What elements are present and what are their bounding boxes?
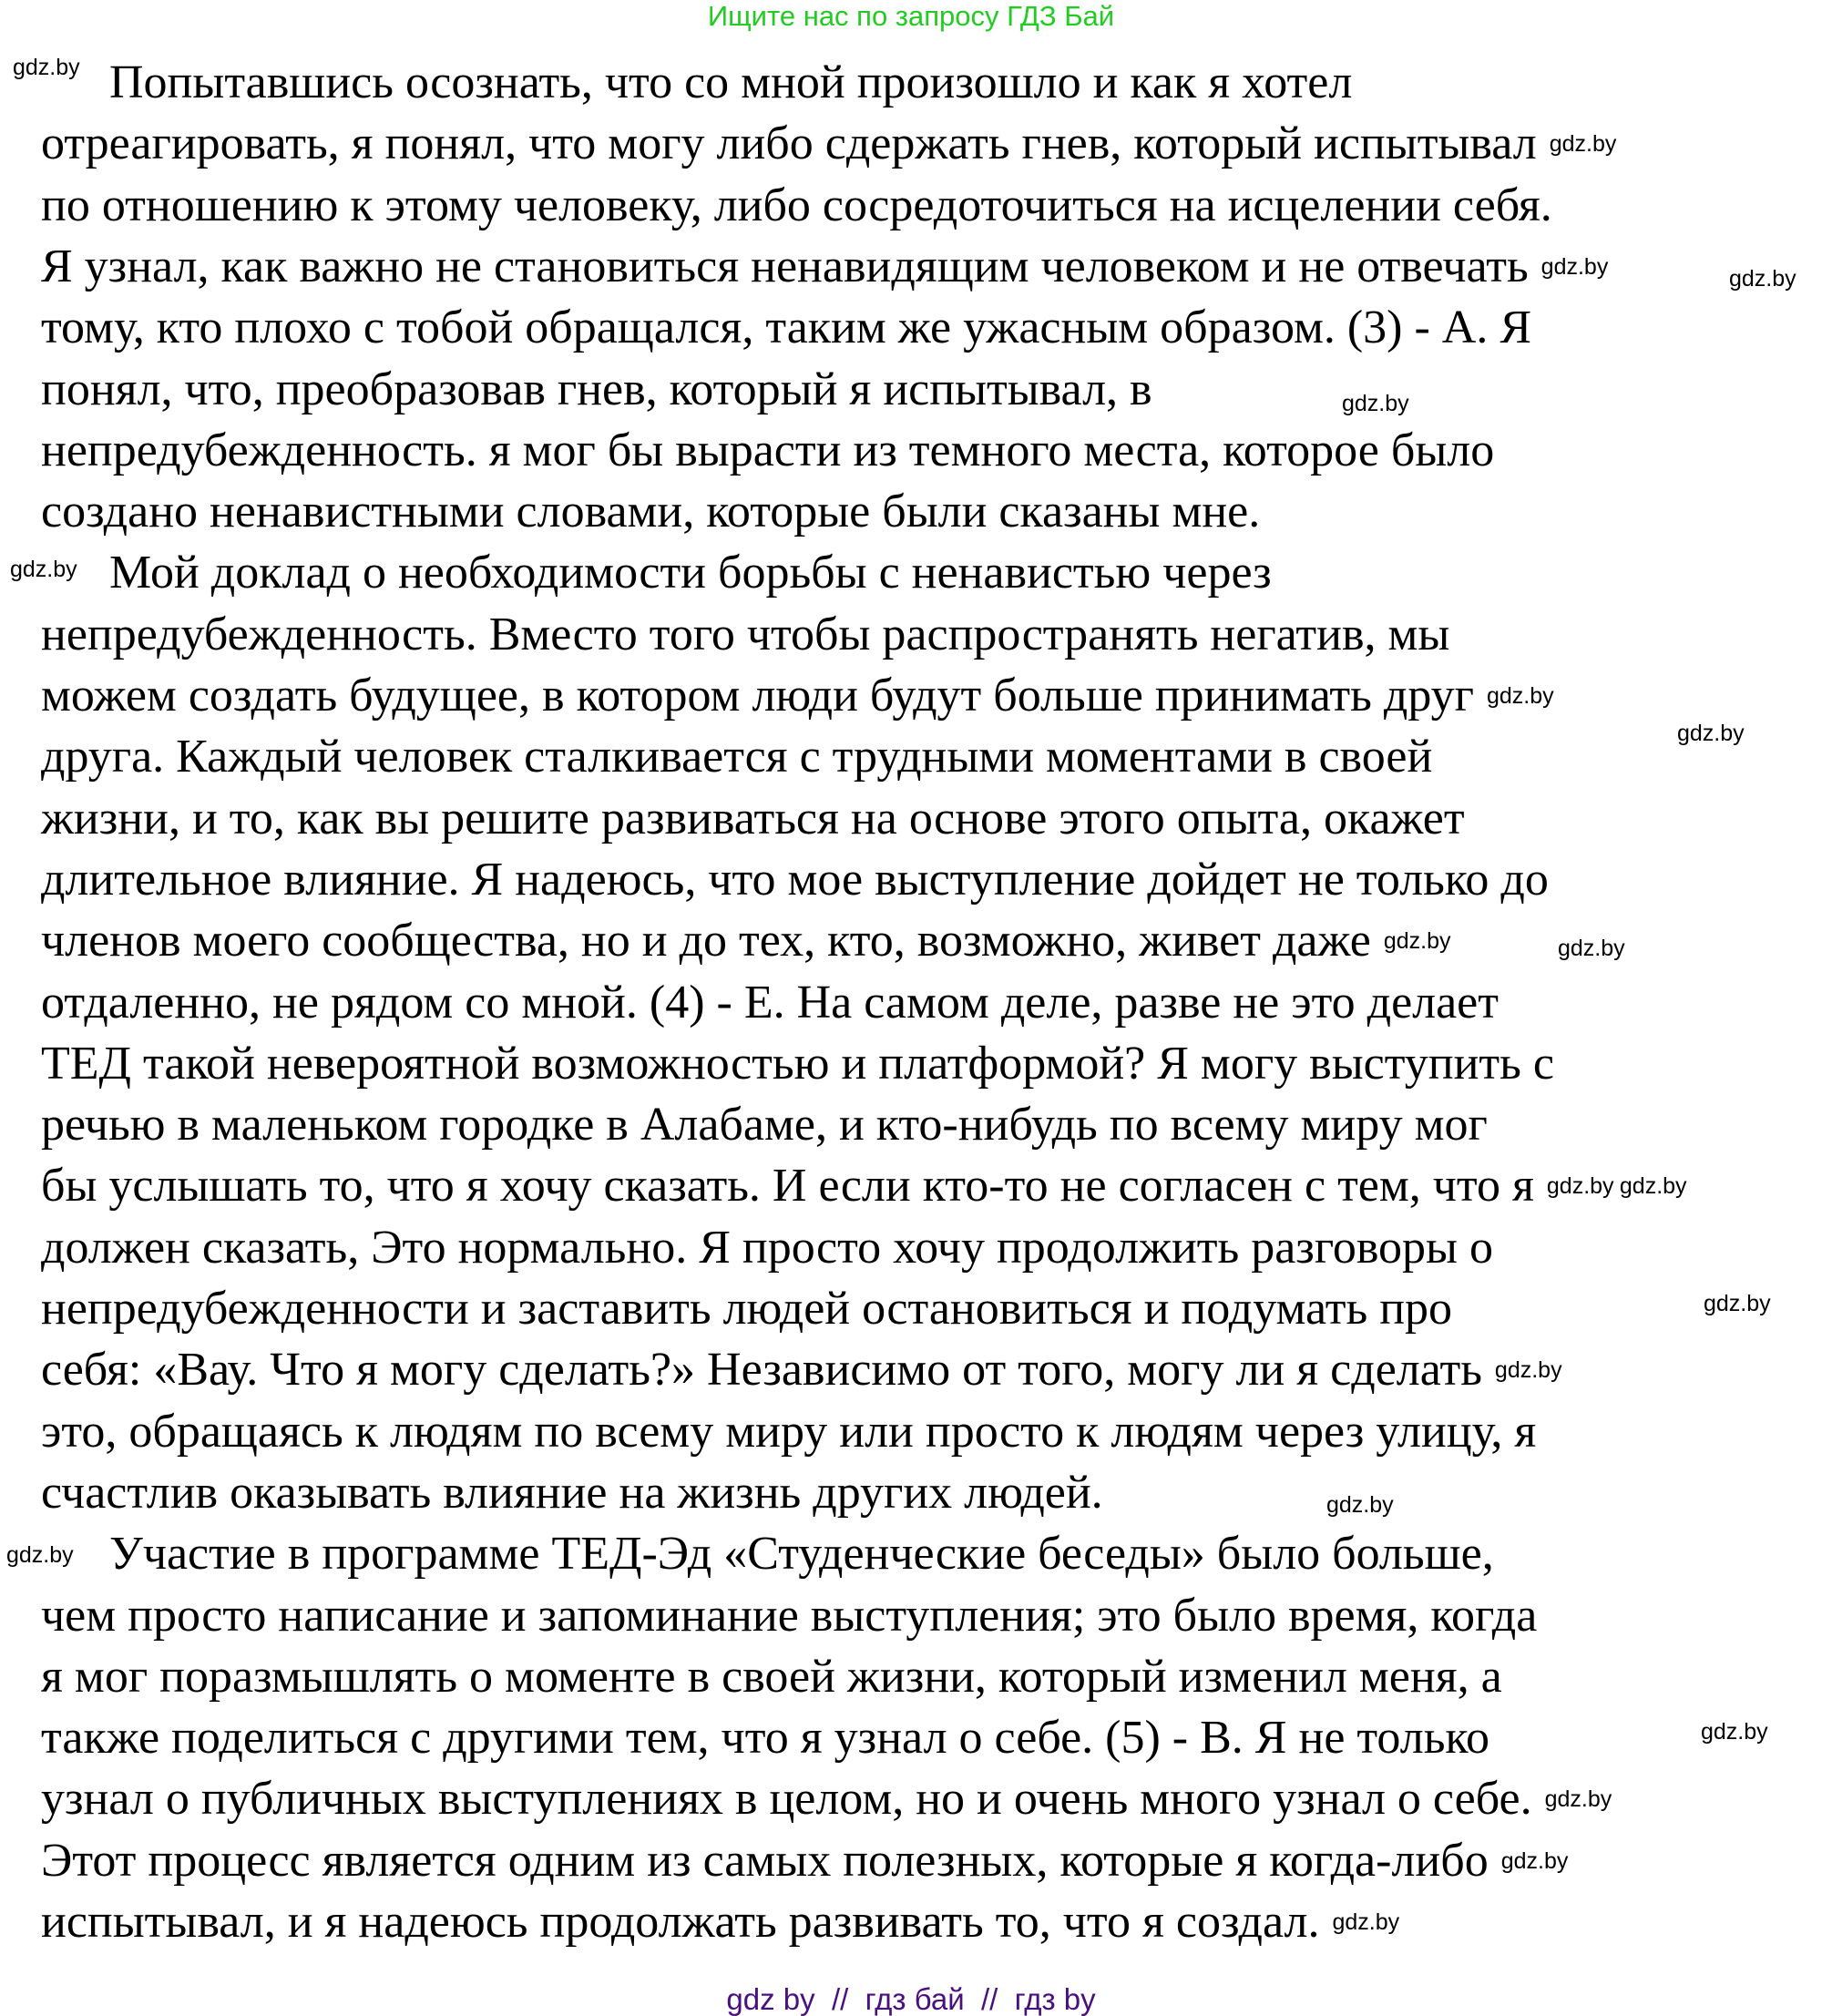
watermark: gdz.by	[1677, 721, 1745, 746]
watermark: gdz.by	[1383, 928, 1451, 955]
text-line: непредубежденности и заставить людей остановиться и подумать про	[41, 1283, 1453, 1335]
watermark: gdz.by	[1486, 683, 1554, 709]
text-line: отдаленно, не рядом со мной. (4) - Е. На самом деле, разве не это делает	[41, 976, 1499, 1028]
watermark: gdz.by	[1500, 1847, 1569, 1874]
watermark: gdz.by	[10, 557, 77, 582]
footer-links: gdz by // гдз бай // гдз by	[726, 1982, 1096, 2016]
watermark: gdz.by	[1704, 1291, 1771, 1316]
text-line: ТЕД такой невероятной возможностью и платформой? Я могу выступить с	[41, 1037, 1554, 1090]
text-line: также поделиться с другими тем, что я узнал о себе. (5) - В. Я не только	[41, 1712, 1490, 1765]
watermark: gdz.by	[1619, 1173, 1687, 1200]
text-line: чем просто написание и запоминание выступления; это было время, когда	[41, 1589, 1538, 1642]
text-line: узнал о публичных выступлениях в целом, но и очень много узнал о себе.	[41, 1773, 1532, 1826]
watermark: gdz.by	[1549, 131, 1617, 158]
text-line: речью в маленьком городке в Алабаме, и кто-нибудь по всему миру мог	[41, 1099, 1488, 1151]
text-line: создано ненавистными словами, которые были сказаны мне.	[41, 486, 1261, 538]
watermark: gdz.by	[6, 1542, 74, 1568]
text-line: жизни, и то, как вы решите развиваться на основе этого опыта, окажет	[41, 792, 1465, 844]
watermark: gdz.by	[1546, 1173, 1614, 1200]
text-line: друга. Каждый человек сталкивается с трудными моментами в своей	[41, 731, 1433, 783]
watermark: gdz.by	[13, 55, 80, 80]
watermark: gdz.by	[1332, 1909, 1400, 1935]
text-line: непредубежденность. Вместо того чтобы распространять негатив, мы	[41, 608, 1450, 660]
watermark: gdz.by	[1326, 1492, 1394, 1518]
text-line: отреагировать, я понял, что могу либо сдержать гнев, который испытывал	[41, 118, 1537, 170]
text-line: можем создать будущее, в котором люди будут больше принимать друг	[41, 670, 1474, 721]
text-line: тому, кто плохо с тобой обращался, таким же ужасным образом. (3) - А. Я	[41, 302, 1532, 354]
watermark: gdz.by	[1558, 936, 1625, 961]
text-line: членов моего сообщества, но и до тех, кто, возможно, живет даже	[41, 915, 1371, 967]
watermark: gdz.by	[1541, 253, 1609, 280]
search-hint-header: Ищите нас по запросу ГДЗ Бай	[707, 0, 1115, 32]
watermark: gdz.by	[1342, 391, 1409, 416]
watermark: gdz.by	[1729, 266, 1796, 292]
text-line: длительное влияние. Я надеюсь, что мое выступление дойдет не только до	[41, 853, 1549, 906]
watermark: gdz.by	[1701, 1719, 1768, 1745]
text-line: испытывал, и я надеюсь продолжать развивать то, что я создал.	[41, 1896, 1320, 1948]
text-line: бы услышать то, что я хочу сказать. И если кто-то не согласен с тем, что я	[41, 1160, 1534, 1213]
paragraph-start-line: Попытавшись осознать, что со мной произошло и как я хотел	[109, 56, 1353, 108]
text-line: Этот процесс является одним из самых полезных, которые я когда-либо	[41, 1834, 1489, 1887]
paragraph-start-line: Мой доклад о необходимости борьбы с ненавистью через	[109, 547, 1272, 599]
text-line: должен сказать, Это нормально. Я просто хочу продолжить разговоры о	[41, 1221, 1493, 1274]
text-line: я мог поразмышлять о моменте в своей жизни, который изменил меня, а	[41, 1650, 1502, 1703]
text-line: счастлив оказывать влияние на жизнь других людей.	[41, 1466, 1103, 1519]
text-line: понял, что, преобразовав гнев, который я испытывал, в	[41, 363, 1152, 415]
text-line: Я узнал, как важно не становиться ненавидящим человеком и не отвечать	[41, 240, 1529, 292]
text-line: по отношению к этому человеку, либо сосредоточиться на исцелении себя.	[41, 179, 1552, 231]
paragraph-start-line: Участие в программе ТЕД-Эд «Студенческие беседы» было больше,	[109, 1528, 1494, 1581]
text-line: себя: «Вау. Что я могу сделать?» Независимо от того, могу ли я сделать	[41, 1344, 1482, 1397]
watermark: gdz.by	[1544, 1786, 1612, 1813]
text-line: непредубежденность. я мог бы вырасти из темного места, которое было	[41, 424, 1495, 476]
watermark: gdz.by	[1494, 1357, 1562, 1384]
text-line: это, обращаясь к людям по всему миру или просто к людям через улицу, я	[41, 1405, 1537, 1458]
